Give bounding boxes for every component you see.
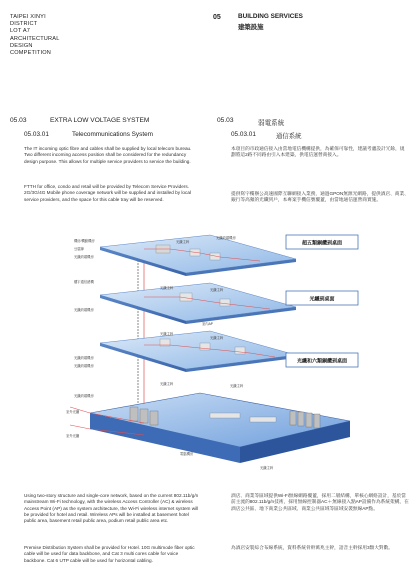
paragraph-cn-4: 為酒店安裝綜合布線系統，資料系統骨幹萬兆主幹，語音主幹採用3類大對數。: [231, 545, 393, 550]
paragraph-en-4: Premise Distribution System shall be provided for Hotel. 10G multimode fiber optic cable will be used for data backbone, and Cat 3 multi cores cable for voice backbone. Cat 6 UTP cable will be used for horizontal cabling.: [24, 545, 195, 563]
heading-number-cn: 05.03: [217, 117, 234, 124]
diagram-label: 光纖終端機房: [216, 236, 236, 240]
diagram-label: 光纖終端機房: [74, 255, 94, 259]
subheading-en: Telecommunications System: [72, 131, 153, 138]
diagram-label: 室外光纖: [66, 410, 80, 414]
diagram-label: 機房/機動機房: [74, 239, 95, 243]
diagram-label: 光纖主幹: [160, 332, 174, 336]
paragraph-cn-1: 本項目的市政通信接入由當地電信機構提供，為確保可靠性，建議考慮設計冗餘，規劃將這2路不同路由引入本建築，供電信運營商接入。: [231, 146, 405, 158]
floor-slab: [100, 331, 296, 372]
diagram-label: 豆腐線: [74, 247, 84, 251]
heading-en: EXTRA LOW VOLTAGE SYSTEM: [50, 117, 150, 124]
telecom-system-diagram: [60, 225, 360, 487]
diagram-label: 室內AP: [202, 322, 213, 326]
diagram-label: 光纖主幹: [210, 288, 224, 292]
floor-slab: [100, 283, 296, 324]
diagram-label: 樓宇通信總機: [74, 280, 94, 284]
diagram-label: 室外光纖: [66, 434, 80, 438]
diagram-label: 光纖主幹: [176, 240, 190, 244]
subheading-number-cn: 05.03.01: [231, 131, 256, 138]
callout-box: [286, 291, 358, 305]
project-line: ARCHITECTURAL: [10, 35, 60, 42]
callout-text: 光纖到桌面: [309, 296, 335, 303]
paragraph-cn-2: 提供寫字樓辦公高速國際互聯網接入業務，通過GPON無源光網路，提供酒店、商業、銀行等高頻的光纖到戶，本專案手機信號覆蓋，由當地通信運營商實施。: [231, 191, 409, 203]
callout-text: 超五類銅纜到桌面: [301, 240, 343, 247]
project-line: LOT A7: [10, 28, 31, 35]
page-number: 05: [213, 14, 221, 21]
diagram-label: 光纖主幹: [160, 382, 174, 386]
paragraph-en-3: Using two-story structure and single-core network, based on the current 802.11b/g/n mainstream Wi-Fi technology, with the wireless Access Controller (AC) & wireless Access Point (AP) as the system architecture, the Wi-Fi wireless internet system will be provided for hotel and retail. Wireless APs will be installed at basement hotel public area, basement retail public area, podium retail public area etc.: [24, 493, 199, 524]
project-line: DISTRICT: [10, 21, 38, 28]
diagram-label: 光纖主幹: [160, 286, 174, 290]
subheading-cn: 通信系統: [276, 133, 302, 140]
paragraph-en-1: The IT incoming optic fibre and cables shall be supplied by local telecom bureau. Two different incoming access position shall be considered for the redundancy design purpose. This allows for multiple service providers to service the building.: [24, 146, 192, 164]
project-line: COMPETITION: [10, 50, 52, 57]
project-line: TAIPEI XINYI: [10, 14, 46, 20]
section-title-en: BUILDING SERVICES: [238, 13, 303, 20]
callout-text: 光纖和六類銅纜到桌面: [296, 358, 348, 365]
project-title: [10, 14, 60, 57]
diagram-label: 光纖終端機房: [74, 394, 94, 398]
diagram-label: 光纖主幹: [210, 336, 224, 340]
heading-number-en: 05.03: [10, 117, 27, 124]
floor-slab: [100, 235, 296, 276]
callout-box: [286, 353, 358, 367]
machine-room: [70, 393, 350, 463]
paragraph-cn-3: 酒店、商業等區域提供Wi-Fi無線網路覆蓋，採用二層結構，單核心網絡設計，基於當前主流的802.11b/g/n技術，採用無線控制器AC＋無線接入點AP設備作為系統架構，在酒店公共區、地下商業公共區域、商業公共區域等區域安裝無線AP點。: [231, 493, 409, 511]
diagram-label: 光纖終端機房: [74, 364, 94, 368]
diagram-label: 光纖終端機房: [74, 308, 94, 312]
diagram-label: 光纖主幹: [260, 466, 274, 470]
section-title-cn: 建築設施: [238, 24, 264, 31]
diagram-label: 電腦機房: [180, 452, 194, 456]
heading-cn: 弱電系統: [258, 120, 285, 127]
project-line: DESIGN: [10, 42, 33, 49]
paragraph-en-2: FTTH for office, condo and retail will be provided by Telecom Service Providers. 2G/3G/4G Mobile phone coverage network will be supplied and installed by local service providers, and the space for this cable tray will be reserved.: [24, 184, 192, 202]
diagram-label: 光纖終端機房: [74, 356, 94, 360]
diagram-label: 光纖主幹: [230, 384, 244, 388]
subheading-number-en: 05.03.01: [24, 131, 49, 138]
callout-box: [286, 235, 358, 249]
